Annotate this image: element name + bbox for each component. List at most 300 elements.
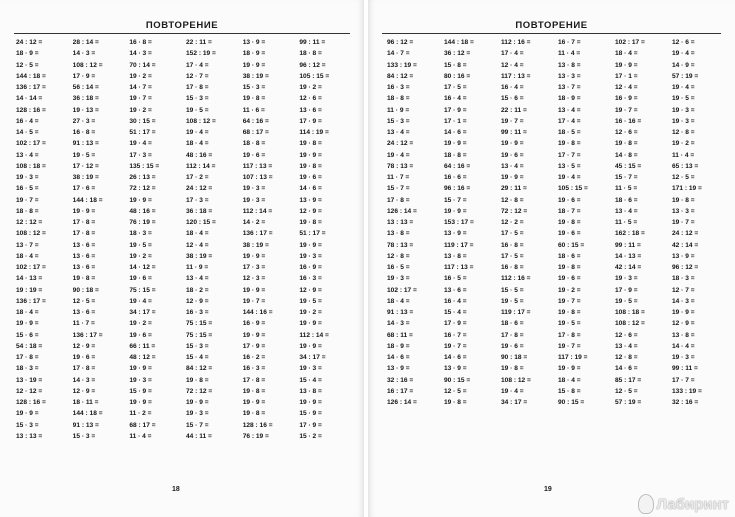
exercise-item: 19 · 2 =: [129, 320, 152, 328]
exercise-item: 15 · 3 =: [387, 117, 410, 125]
exercise-item: 12 : 12 =: [16, 219, 43, 226]
exercise-item: 13 · 9 =: [387, 365, 410, 373]
exercise-item: 84 : 12 =: [186, 365, 213, 373]
exercise-item: 90 : 18 =: [72, 286, 99, 294]
exercise-item: 12 · 5 =: [444, 387, 467, 395]
exercise-item: 15 · 3 =: [186, 342, 209, 350]
exercise-item: 19 · 5 =: [129, 241, 152, 249]
exercise-item: 19 · 4 =: [129, 297, 152, 305]
exercise-item: 17 · 6 =: [72, 185, 96, 193]
exercise-item: 13 · 7 =: [16, 241, 39, 249]
exercise-item: 15 · 7 =: [186, 421, 209, 429]
exercise-item: 16 · 4 =: [444, 297, 467, 305]
exercise-item: 19 · 9 =: [242, 331, 266, 339]
exercise-item: 19 · 5 =: [615, 297, 638, 305]
exercise-item: 153 : 17 =: [444, 219, 474, 226]
exercise-item: 12 · 9 =: [72, 387, 96, 395]
exercise-item: 17 · 8 =: [558, 331, 581, 339]
exercise-item: 136 : 17 =: [72, 331, 103, 339]
exercise-item: 54 : 18 =: [16, 342, 43, 350]
exercise-item: 16 · 9 =: [615, 95, 638, 103]
exercise-item: 17 · 9 =: [444, 106, 467, 114]
exercise-item: 15 · 9 =: [299, 410, 322, 418]
exercise-item: 15 · 3 =: [72, 432, 96, 440]
exercise-item: 117 : 19 =: [558, 354, 588, 361]
exercise-item: 64 : 16 =: [242, 117, 269, 125]
exercise-item: 78 : 13 =: [387, 162, 414, 170]
exercise-item: 11 · 5 =: [615, 185, 638, 193]
exercise-item: 19 · 8 =: [444, 399, 467, 406]
exercise-item: 76 : 19 =: [242, 432, 269, 440]
exercise-item: 13 · 4 =: [387, 129, 410, 136]
exercise-item: 19 · 5 =: [672, 95, 695, 103]
exercise-item: 12 · 9 =: [72, 342, 96, 350]
exercise-item: 19 · 9 =: [242, 252, 266, 260]
exercise-item: 18 · 9 =: [16, 50, 39, 58]
exercise-item: 66 : 11 =: [129, 342, 156, 350]
exercise-item: 12 · 8 =: [501, 196, 524, 204]
exercise-column: [615, 37, 672, 408]
exercise-item: 18 · 4 =: [186, 140, 209, 148]
exercise-item: 19 · 4 =: [387, 151, 410, 159]
exercise-item: 120 : 15 =: [186, 219, 216, 226]
exercise-columns: [16, 37, 356, 442]
exercise-item: 15 · 3 =: [16, 421, 39, 429]
exercise-item: 18 · 8 =: [16, 207, 39, 215]
exercise-item: 42 : 14 =: [615, 264, 642, 271]
exercise-item: 19 · 8 =: [501, 365, 524, 373]
exercise-item: 112 : 14 =: [242, 207, 273, 215]
exercise-item: 16 · 16 =: [615, 117, 642, 125]
exercise-item: 90 : 15 =: [558, 399, 585, 406]
exercise-item: 17 · 8 =: [72, 219, 96, 226]
exercise-item: 18 · 6 =: [501, 320, 524, 328]
exercise-item: 36 : 18 =: [72, 95, 99, 103]
exercise-item: 22 : 11 =: [186, 39, 212, 46]
exercise-item: 19 · 6 =: [558, 275, 581, 283]
exercise-item: 13 · 5 =: [558, 162, 581, 170]
exercise-item: 19 · 9 =: [299, 320, 322, 328]
exercise-item: 13 · 7 =: [558, 84, 581, 91]
exercise-item: 19 · 6 =: [72, 354, 96, 361]
exercise-item: 19 · 4 =: [672, 50, 695, 58]
exercise-item: 16 · 9 =: [299, 264, 322, 271]
exercise-item: 19 · 5 =: [299, 297, 322, 305]
exercise-item: 19 · 9 =: [242, 286, 266, 294]
exercise-item: 13 : 13 =: [16, 432, 43, 440]
exercise-item: 14 · 6 =: [299, 185, 322, 193]
exercise-item: 108 : 18 =: [615, 309, 645, 316]
exercise-item: 17 · 5 =: [501, 230, 524, 238]
publisher-logo[interactable]: [638, 494, 729, 514]
exercise-item: 68 : 17 =: [242, 129, 269, 136]
exercise-item: 18 · 3 =: [129, 230, 152, 238]
exercise-item: 19 · 5 =: [558, 320, 581, 328]
exercise-item: 19 · 8 =: [558, 309, 581, 316]
exercise-item: 14 · 7 =: [387, 50, 410, 58]
exercise-item: 17 · 4 =: [186, 61, 209, 69]
logo-text: Лабиринт: [656, 495, 729, 513]
exercise-item: 17 · 9 =: [242, 342, 266, 350]
exercise-item: 17 · 4 =: [558, 117, 581, 125]
exercise-item: 18 · 8 =: [387, 95, 410, 103]
exercise-column: [444, 37, 501, 408]
exercise-item: 24 : 12 =: [16, 39, 43, 46]
exercise-column: [387, 37, 444, 408]
exercise-item: 84 : 12 =: [387, 72, 414, 80]
exercise-item: 16 · 5 =: [387, 264, 410, 271]
exercise-item: 34 : 17 =: [299, 354, 326, 361]
exercise-item: 17 · 9 =: [72, 72, 96, 80]
exercise-item: 19 · 2 =: [299, 84, 322, 91]
exercise-item: 18 · 11 =: [72, 399, 99, 406]
exercise-item: 12 · 4 =: [186, 241, 209, 249]
exercise-item: 38 : 19 =: [72, 174, 99, 181]
exercise-item: 19 · 6 =: [558, 230, 581, 238]
exercise-item: 19 · 7 =: [501, 117, 524, 125]
exercise-item: 19 · 9 =: [558, 365, 581, 373]
exercise-item: 44 : 11 =: [186, 432, 212, 440]
exercise-item: 12 · 8 =: [672, 129, 695, 136]
exercise-item: 108 : 12 =: [72, 61, 103, 69]
exercise-item: 13 · 4 =: [558, 106, 581, 114]
exercise-item: 18 · 9 =: [558, 95, 581, 103]
exercise-column: [501, 37, 558, 408]
exercise-item: 19 · 4 =: [186, 129, 209, 136]
exercise-item: 13 · 8 =: [387, 230, 410, 238]
exercise-item: 19 · 5 =: [501, 297, 524, 305]
exercise-item: 11 · 6 =: [242, 106, 265, 114]
exercise-item: 19 · 8 =: [299, 219, 322, 226]
exercise-item: 99 : 11 =: [299, 39, 326, 46]
exercise-item: 19 · 8 =: [299, 162, 322, 170]
exercise-item: 14 · 3 =: [387, 320, 410, 328]
exercise-item: 19 · 8 =: [672, 196, 695, 204]
exercise-item: 19 · 9 =: [186, 399, 209, 406]
exercise-item: 16 · 4 =: [501, 84, 524, 91]
exercise-item: 13 · 6 =: [72, 241, 96, 249]
exercise-item: 18 · 6 =: [615, 196, 638, 204]
exercise-item: 19 · 8 =: [242, 387, 266, 395]
exercise-item: 99 : 11 =: [672, 365, 698, 373]
exercise-item: 16 · 3 =: [299, 275, 322, 283]
exercise-item: 78 : 13 =: [387, 241, 414, 249]
exercise-item: 152 : 19 =: [186, 50, 216, 58]
exercise-item: 19 · 9 =: [129, 196, 152, 204]
exercise-item: 18 · 2 =: [186, 286, 209, 294]
exercise-item: 15 · 7 =: [387, 185, 410, 193]
exercise-item: 12 · 7 =: [672, 286, 695, 294]
exercise-item: 15 · 3 =: [186, 95, 209, 103]
exercise-item: 18 · 4 =: [186, 230, 209, 238]
exercise-item: 19 · 9 =: [16, 320, 39, 328]
exercise-item: 128 : 16 =: [242, 421, 273, 429]
exercise-item: 51 : 17 =: [129, 129, 156, 136]
exercise-item: 19 · 7 =: [129, 95, 152, 103]
exercise-item: 102 : 17 =: [16, 140, 46, 148]
exercise-item: 48 : 12 =: [129, 354, 156, 361]
exercise-item: 12 · 2 =: [501, 219, 524, 226]
exercise-item: 19 · 3 =: [242, 196, 266, 204]
exercise-item: 19 · 8 =: [299, 140, 322, 148]
exercise-item: 72 : 12 =: [129, 185, 156, 193]
exercise-item: 17 · 8 =: [186, 84, 209, 91]
exercise-item: 19 · 2 =: [129, 72, 152, 80]
exercise-item: 19 · 2 =: [129, 106, 152, 114]
exercise-item: 17 · 12 =: [72, 162, 99, 170]
exercise-item: 17 · 8 =: [72, 230, 96, 238]
exercise-item: 112 : 16 =: [501, 275, 531, 283]
exercise-item: 13 · 9 =: [242, 39, 266, 46]
exercise-item: 17 · 1 =: [615, 72, 638, 80]
exercise-item: 16 · 8 =: [72, 129, 96, 136]
exercise-item: 136 : 17 =: [242, 230, 273, 238]
exercise-item: 48 : 16 =: [129, 207, 156, 215]
exercise-item: 14 · 3 =: [672, 297, 695, 305]
exercise-item: 12 · 7 =: [186, 72, 209, 80]
exercise-item: 19 : 19 =: [16, 286, 43, 294]
exercise-item: 19 · 6 =: [129, 275, 152, 283]
exercise-item: 117 : 13 =: [501, 72, 531, 80]
exercise-item: 13 · 6 =: [72, 309, 96, 316]
exercise-item: 19 · 6 =: [242, 151, 266, 159]
exercise-item: 15 · 8 =: [558, 387, 581, 395]
page-number: 19: [544, 486, 552, 493]
exercise-item: 17 · 8 =: [387, 196, 410, 204]
exercise-item: 30 : 15 =: [129, 117, 156, 125]
left-page: [0, 0, 364, 517]
exercise-item: 80 : 16 =: [444, 72, 471, 80]
exercise-item: 19 · 3 =: [129, 376, 152, 384]
exercise-item: 14 · 12 =: [129, 264, 156, 271]
exercise-item: 15 · 6 =: [501, 95, 524, 103]
exercise-item: 11 · 5 =: [615, 219, 638, 226]
exercise-item: 17 · 3 =: [186, 196, 209, 204]
exercise-item: 117 : 13 =: [444, 264, 474, 271]
exercise-item: 136 : 17 =: [16, 84, 46, 91]
exercise-item: 12 · 5 =: [615, 387, 638, 395]
exercise-item: 19 · 8 =: [186, 376, 209, 384]
exercise-item: 18 · 3 =: [16, 365, 39, 373]
exercise-item: 14 · 3 =: [72, 50, 96, 58]
exercise-item: 16 · 8 =: [129, 39, 152, 46]
exercise-item: 11 · 9 =: [186, 264, 209, 271]
exercise-item: 19 · 6 =: [501, 342, 524, 350]
exercise-item: 19 · 4 =: [501, 387, 524, 395]
exercise-item: 15 · 4 =: [444, 309, 467, 316]
exercise-item: 19 · 7 =: [242, 297, 266, 305]
exercise-item: 12 · 5 =: [72, 297, 96, 305]
exercise-item: 19 · 4 =: [558, 174, 581, 181]
exercise-item: 112 : 16 =: [501, 39, 531, 46]
exercise-item: 90 : 15 =: [444, 376, 471, 384]
exercise-item: 105 : 15 =: [558, 185, 588, 193]
exercise-item: 17 · 9 =: [299, 117, 322, 125]
page-title: ПОВТОРЕНИЕ: [515, 20, 588, 31]
exercise-item: 19 · 8 =: [558, 219, 581, 226]
exercise-item: 19 · 2 =: [558, 286, 581, 294]
exercise-item: 119 : 17 =: [501, 309, 531, 316]
exercise-item: 38 : 19 =: [186, 252, 213, 260]
exercise-item: 90 : 18 =: [501, 354, 528, 361]
exercise-item: 96 : 12 =: [672, 264, 699, 271]
exercise-item: 13 · 4 =: [501, 162, 524, 170]
exercise-item: 48 : 16 =: [186, 151, 213, 159]
exercise-item: 17 · 9 =: [444, 320, 467, 328]
exercise-item: 16 · 7 =: [444, 331, 467, 339]
exercise-item: 14 · 2 =: [242, 219, 266, 226]
exercise-item: 119 : 17 =: [444, 241, 474, 249]
exercise-item: 24 : 12 =: [186, 185, 213, 193]
exercise-item: 108 : 12 =: [16, 230, 46, 238]
exercise-item: 14 · 13 =: [615, 252, 642, 260]
exercise-item: 13 · 3 =: [672, 207, 695, 215]
exercise-item: 12 · 6 =: [299, 95, 322, 103]
exercise-item: 19 · 9 =: [444, 140, 467, 148]
exercise-item: 12 · 5 =: [672, 174, 695, 181]
exercise-item: 13 : 13 =: [387, 219, 414, 226]
exercise-item: 12 · 8 =: [615, 354, 638, 361]
exercise-item: 18 · 4 =: [16, 309, 39, 316]
exercise-item: 133 : 19 =: [672, 387, 702, 395]
exercise-item: 15 · 8 =: [444, 61, 467, 69]
exercise-item: 19 · 9 =: [444, 207, 467, 215]
exercise-item: 19 · 7 =: [672, 219, 695, 226]
exercise-item: 12 · 9 =: [186, 297, 209, 305]
exercise-item: 12 · 6 =: [672, 39, 695, 46]
exercise-column: [243, 37, 300, 442]
exercise-item: 56 : 14 =: [72, 84, 99, 91]
exercise-item: 144 : 16 =: [242, 309, 273, 316]
exercise-item: 57 : 19 =: [672, 72, 699, 80]
exercise-item: 96 : 16 =: [444, 185, 471, 193]
exercise-item: 17 · 8 =: [242, 376, 266, 384]
exercise-item: 76 : 19 =: [129, 219, 156, 226]
exercise-item: 11 · 4 =: [672, 151, 695, 159]
exercise-item: 107 : 13 =: [242, 174, 273, 181]
exercise-item: 16 · 3 =: [387, 84, 410, 91]
exercise-item: 36 : 18 =: [186, 207, 213, 215]
exercise-item: 14 · 3 =: [129, 50, 152, 58]
exercise-item: 17 · 8 =: [501, 331, 524, 339]
exercise-item: 14 · 5 =: [16, 129, 39, 136]
exercise-item: 11 · 7 =: [72, 320, 95, 328]
exercise-item: 18 · 4 =: [558, 376, 581, 384]
exercise-item: 22 : 11 =: [501, 106, 527, 114]
exercise-item: 13 · 6 =: [444, 286, 467, 294]
exercise-item: 13 · 6 =: [72, 264, 96, 271]
exercise-item: 18 · 9 =: [242, 50, 266, 58]
exercise-item: 19 · 7 =: [444, 342, 467, 350]
exercise-item: 17 · 3 =: [242, 264, 266, 271]
exercise-item: 15 · 5 =: [501, 286, 524, 294]
exercise-item: 14 · 6 =: [387, 354, 410, 361]
exercise-item: 19 · 9 =: [129, 399, 152, 406]
exercise-item: 16 · 3 =: [186, 309, 209, 316]
exercise-item: 126 : 14 =: [387, 399, 417, 406]
exercise-item: 18 · 7 =: [558, 207, 581, 215]
exercise-item: 15 · 9 =: [129, 387, 152, 395]
exercise-item: 64 : 16 =: [444, 162, 471, 170]
exercise-item: 13 · 4 =: [615, 207, 638, 215]
exercise-item: 91 : 13 =: [72, 140, 99, 148]
exercise-item: 68 : 17 =: [129, 421, 156, 429]
exercise-item: 13 · 8 =: [444, 252, 467, 260]
exercise-item: 75 : 15 =: [186, 331, 213, 339]
exercise-item: 17 · 8 =: [72, 365, 96, 373]
exercise-item: 19 · 3 =: [672, 117, 695, 125]
exercise-item: 17 · 8 =: [16, 354, 39, 361]
exercise-item: 19 · 7 =: [615, 106, 638, 114]
exercise-item: 144 : 18 =: [16, 72, 46, 80]
exercise-item: 12 · 6 =: [615, 331, 638, 339]
exercise-item: 112 : 14 =: [299, 331, 329, 339]
exercise-columns: [387, 37, 729, 408]
exercise-item: 114 : 19 =: [299, 129, 329, 136]
exercise-item: 19 · 9 =: [299, 241, 322, 249]
exercise-item: 28 : 14 =: [72, 39, 99, 46]
exercise-item: 16 · 3 =: [242, 365, 266, 373]
exercise-item: 13 · 8 =: [558, 61, 581, 69]
exercise-item: 17 · 4 =: [501, 50, 524, 58]
exercise-item: 75 : 15 =: [186, 320, 213, 328]
exercise-item: 45 : 15 =: [615, 162, 642, 170]
mascot-icon: [638, 494, 654, 514]
exercise-item: 19 · 9 =: [72, 207, 96, 215]
exercise-item: 34 : 17 =: [501, 399, 528, 406]
exercise-item: 13 · 9 =: [444, 365, 467, 373]
exercise-item: 18 · 5 =: [558, 129, 581, 136]
exercise-item: 19 · 8 =: [558, 264, 581, 271]
page-number: 18: [172, 486, 180, 493]
exercise-item: 70 : 14 =: [129, 61, 156, 69]
exercise-item: 19 · 8 =: [615, 140, 638, 148]
exercise-item: 13 · 8 =: [672, 331, 695, 339]
exercise-item: 18 · 3 =: [672, 275, 695, 283]
exercise-item: 19 · 9 =: [242, 399, 266, 406]
exercise-item: 19 · 6 =: [129, 331, 152, 339]
exercise-item: 72 : 12 =: [501, 207, 528, 215]
exercise-item: 11 · 9 =: [387, 106, 410, 114]
exercise-item: 19 · 6 =: [501, 151, 524, 159]
exercise-item: 38 : 19 =: [242, 72, 269, 80]
exercise-item: 42 : 14 =: [672, 241, 699, 249]
exercise-item: 19 · 5 =: [72, 151, 96, 159]
exercise-item: 15 · 4 =: [186, 354, 209, 361]
exercise-item: 18 · 4 =: [615, 50, 638, 58]
exercise-item: 13 · 9 =: [299, 196, 322, 204]
exercise-item: 19 · 9 =: [615, 61, 638, 69]
exercise-item: 18 · 4 =: [387, 297, 410, 305]
exercise-item: 38 : 19 =: [242, 241, 269, 249]
exercise-item: 75 : 15 =: [129, 286, 156, 294]
exercise-item: 14 · 14 =: [16, 95, 43, 103]
exercise-item: 14 · 8 =: [615, 151, 638, 159]
exercise-item: 65 : 13 =: [672, 162, 699, 170]
exercise-column: [558, 37, 615, 408]
exercise-item: 19 · 9 =: [501, 174, 524, 181]
exercise-item: 11 · 7 =: [387, 174, 410, 181]
exercise-item: 14 · 7 =: [129, 84, 152, 91]
exercise-item: 19 · 6 =: [558, 196, 581, 204]
exercise-item: 14 · 3 =: [72, 376, 96, 384]
exercise-item: 19 · 4 =: [129, 140, 152, 148]
exercise-item: 13 · 6 =: [72, 252, 96, 260]
exercise-item: 117 : 13 =: [242, 162, 273, 170]
exercise-item: 19 · 9 =: [299, 399, 322, 406]
exercise-item: 57 : 19 =: [615, 399, 642, 406]
exercise-item: 85 : 17 =: [615, 376, 642, 384]
